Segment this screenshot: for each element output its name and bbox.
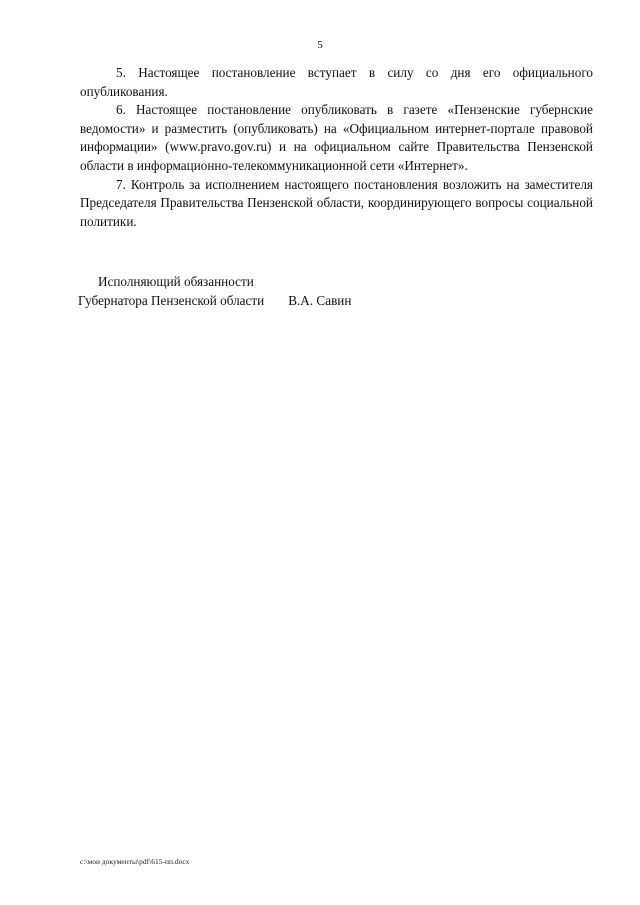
- signatory-position-line2: Губернатора Пензенской области: [78, 293, 265, 308]
- signatory-position-line1: Исполняющий обязанности: [98, 274, 254, 289]
- paragraph-7: 7. Контроль за исполнением настоящего постановления возложить на заместителя Председателя Правительства Пензенской области, координирующего вопросы социальной политики.: [80, 176, 593, 229]
- paragraph-5: 5. Настоящее постановление вступает в силу со дня его официального опубликования.: [80, 65, 593, 99]
- page-number: 5: [317, 39, 323, 51]
- signatory-name: В.А. Савин: [288, 293, 352, 308]
- footer-file-path: c:\мои документы\pdf\615-пп.docx: [80, 857, 190, 866]
- paragraph-6: 6. Настоящее постановление опубликовать в газете «Пензенские губернские ведомости» и разместить (опубликовать) на «Официальном интернет-портале правовой информации» (www.pravo.gov.ru) и на официальном сайте Правительства Пензенской области в информационно-телекоммуникационной сети «Интернет».: [80, 102, 593, 173]
- signature-block: [78, 272, 351, 310]
- document-body: [80, 64, 593, 231]
- signatory-position-row: [78, 291, 351, 310]
